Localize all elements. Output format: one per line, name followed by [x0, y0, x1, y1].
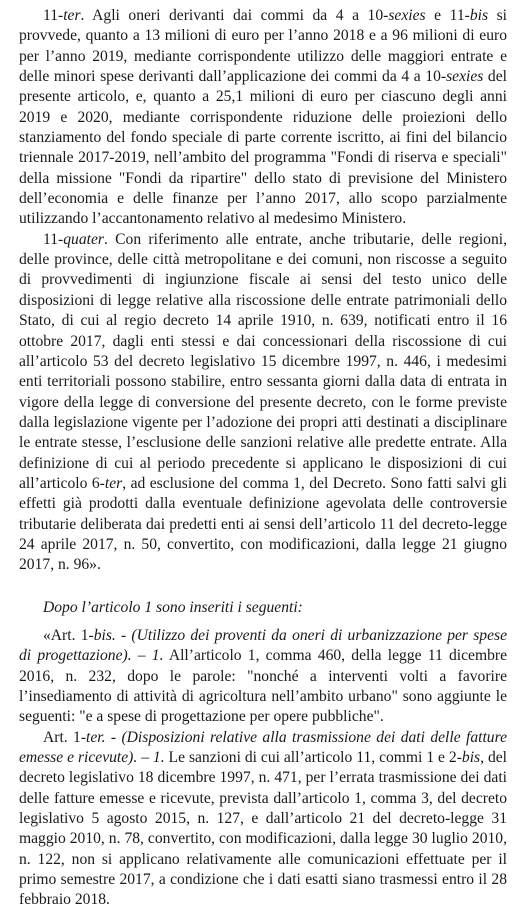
body-text: All’articolo 1, comma 460, della legge 11 dicembre 2016, n. 232, dopo le parole: "nonché a interventi volti a favorire l’insediamento di attività di agricoltura nell’ambito urbano" sono aggiunte le seguenti: "e a spese di progettazione per opere pubbliche". — [19, 647, 507, 726]
body-text: . Agli oneri derivanti dai commi da 4 a 10- — [80, 7, 389, 24]
paragraph-number-suffix: ter — [63, 7, 81, 24]
body-text: . Con riferimento alle entrate, anche tributarie, delle regioni, delle province, delle città metropolitane e dei comuni, non riscosse a seguito di provvedimenti di ingiunzione fiscale ai sensi del testo unico delle disposizioni di legge relative alla riscossione delle entrate patrimoniali dello Stato, di cui al regio decreto 14 aprile 1910, n. 639, notificati entro il 16 ottobre 2017, dagli enti stessi e dai concessionari della riscossione di cui all’articolo 53 del decreto legislativo 15 dicembre 1997, n. 446, i medesimi enti territoriali possono stabilire, entro sessanta giorni dalla data di entrata in vigore della legge di conversione del presente decreto, con le forme previste dalla legislazione vigente per l’adozione dei propri atti destinati a disciplinare le entrate stesse, l’esclusione delle sanzioni relative alle predette entrate. Alla definizione di cui al periodo precedente si applicano le disposizioni di cui all’articolo 6- — [19, 230, 507, 492]
body-text: , ad esclusione del comma 1, del Decreto. Sono fatti salvi gli effetti già prodotti dalla eventuale definizione agevolata delle controversie tributarie deliberata dai predetti enti ai sensi dell’articolo 11 del decreto-legge 24 aprile 2017, n. 50, convertito, con modificazioni, dalla legge 21 giugno 2017, n. 96». — [19, 474, 508, 574]
article-label: Art. 1- — [43, 728, 87, 746]
body-text-italic: sexies — [388, 7, 426, 24]
body-text-italic: ter — [104, 474, 123, 492]
article-1-bis — [19, 626, 507, 728]
paragraph-number-suffix: quater — [63, 230, 104, 248]
body-text: , del decreto legislativo 18 dicembre 1997, n. 471, per l’errata trasmissione dei dati delle fatture emesse e ricevute, prevista dall’articolo 1, comma 3, del decreto legislativo 5 agosto 2015, n. 127, e dall’articolo 21 del decreto-legge 31 maggio 2010, n. 78, convertito, con modificazioni, dalla legge 30 luglio 2010, n. 122, non si applicano relativamente alle comunicazioni effettuate per il primo semestre 2017, a condizione che i dati esatti siano trasmessi entro il 28 febbraio 2018. — [19, 749, 507, 909]
body-text: del presente articolo, e, quanto a 25,1 milioni di euro per ciascuno degli anni 2019 e 2020, mediante corrispondente riduzione delle proiezioni dello stanziamento del fondo speciale di parte corrente iscritto, ai fini del bilancio triennale 2017-2019, nell’ambito del programma "Fondi di riserva e speciali" della missione "Fondi da ripartire" dello stato di previsione del Ministero dell’economia e delle finanze per l’anno 2017, allo scopo parzialmente utilizzando l’accantonamento relativo al medesimo Ministero. — [19, 68, 507, 228]
body-text-italic: sexies — [446, 68, 484, 86]
body-text: si provvede, quanto a 13 milioni di euro per l’anno 2018 e a 96 milioni di euro per l’anno 2019, mediante corrispondente utilizzo delle maggiori entrate e delle minori spese derivanti dall’applicazione dei commi da 4 a 10- — [19, 7, 507, 86]
section-heading: Dopo l’articolo 1 sono inseriti i seguenti: — [43, 598, 303, 616]
body-text: Le sanzioni di cui all’articolo 11, commi 1 e 2- — [164, 749, 462, 767]
body-text: e 11- — [425, 7, 470, 24]
body-text-italic: bis — [461, 749, 481, 767]
paragraph-number: 11- — [43, 7, 64, 24]
article-title: bis. - (Utilizzo dei proventi da oneri di urbanizzazione per spese di progettazione). – 1. — [19, 626, 507, 665]
paragraph-11-quater — [19, 230, 507, 576]
body-text-italic: bis — [469, 7, 489, 24]
article-1-ter — [19, 728, 507, 911]
article-title: ter. - (Disposizioni relative alla trasmissione dei dati delle fatture emesse e ricevute). – 1. — [19, 728, 507, 767]
paragraph-number: 11- — [43, 230, 64, 248]
paragraph-11-ter — [19, 6, 507, 230]
article-label: «Art. 1- — [43, 626, 94, 644]
